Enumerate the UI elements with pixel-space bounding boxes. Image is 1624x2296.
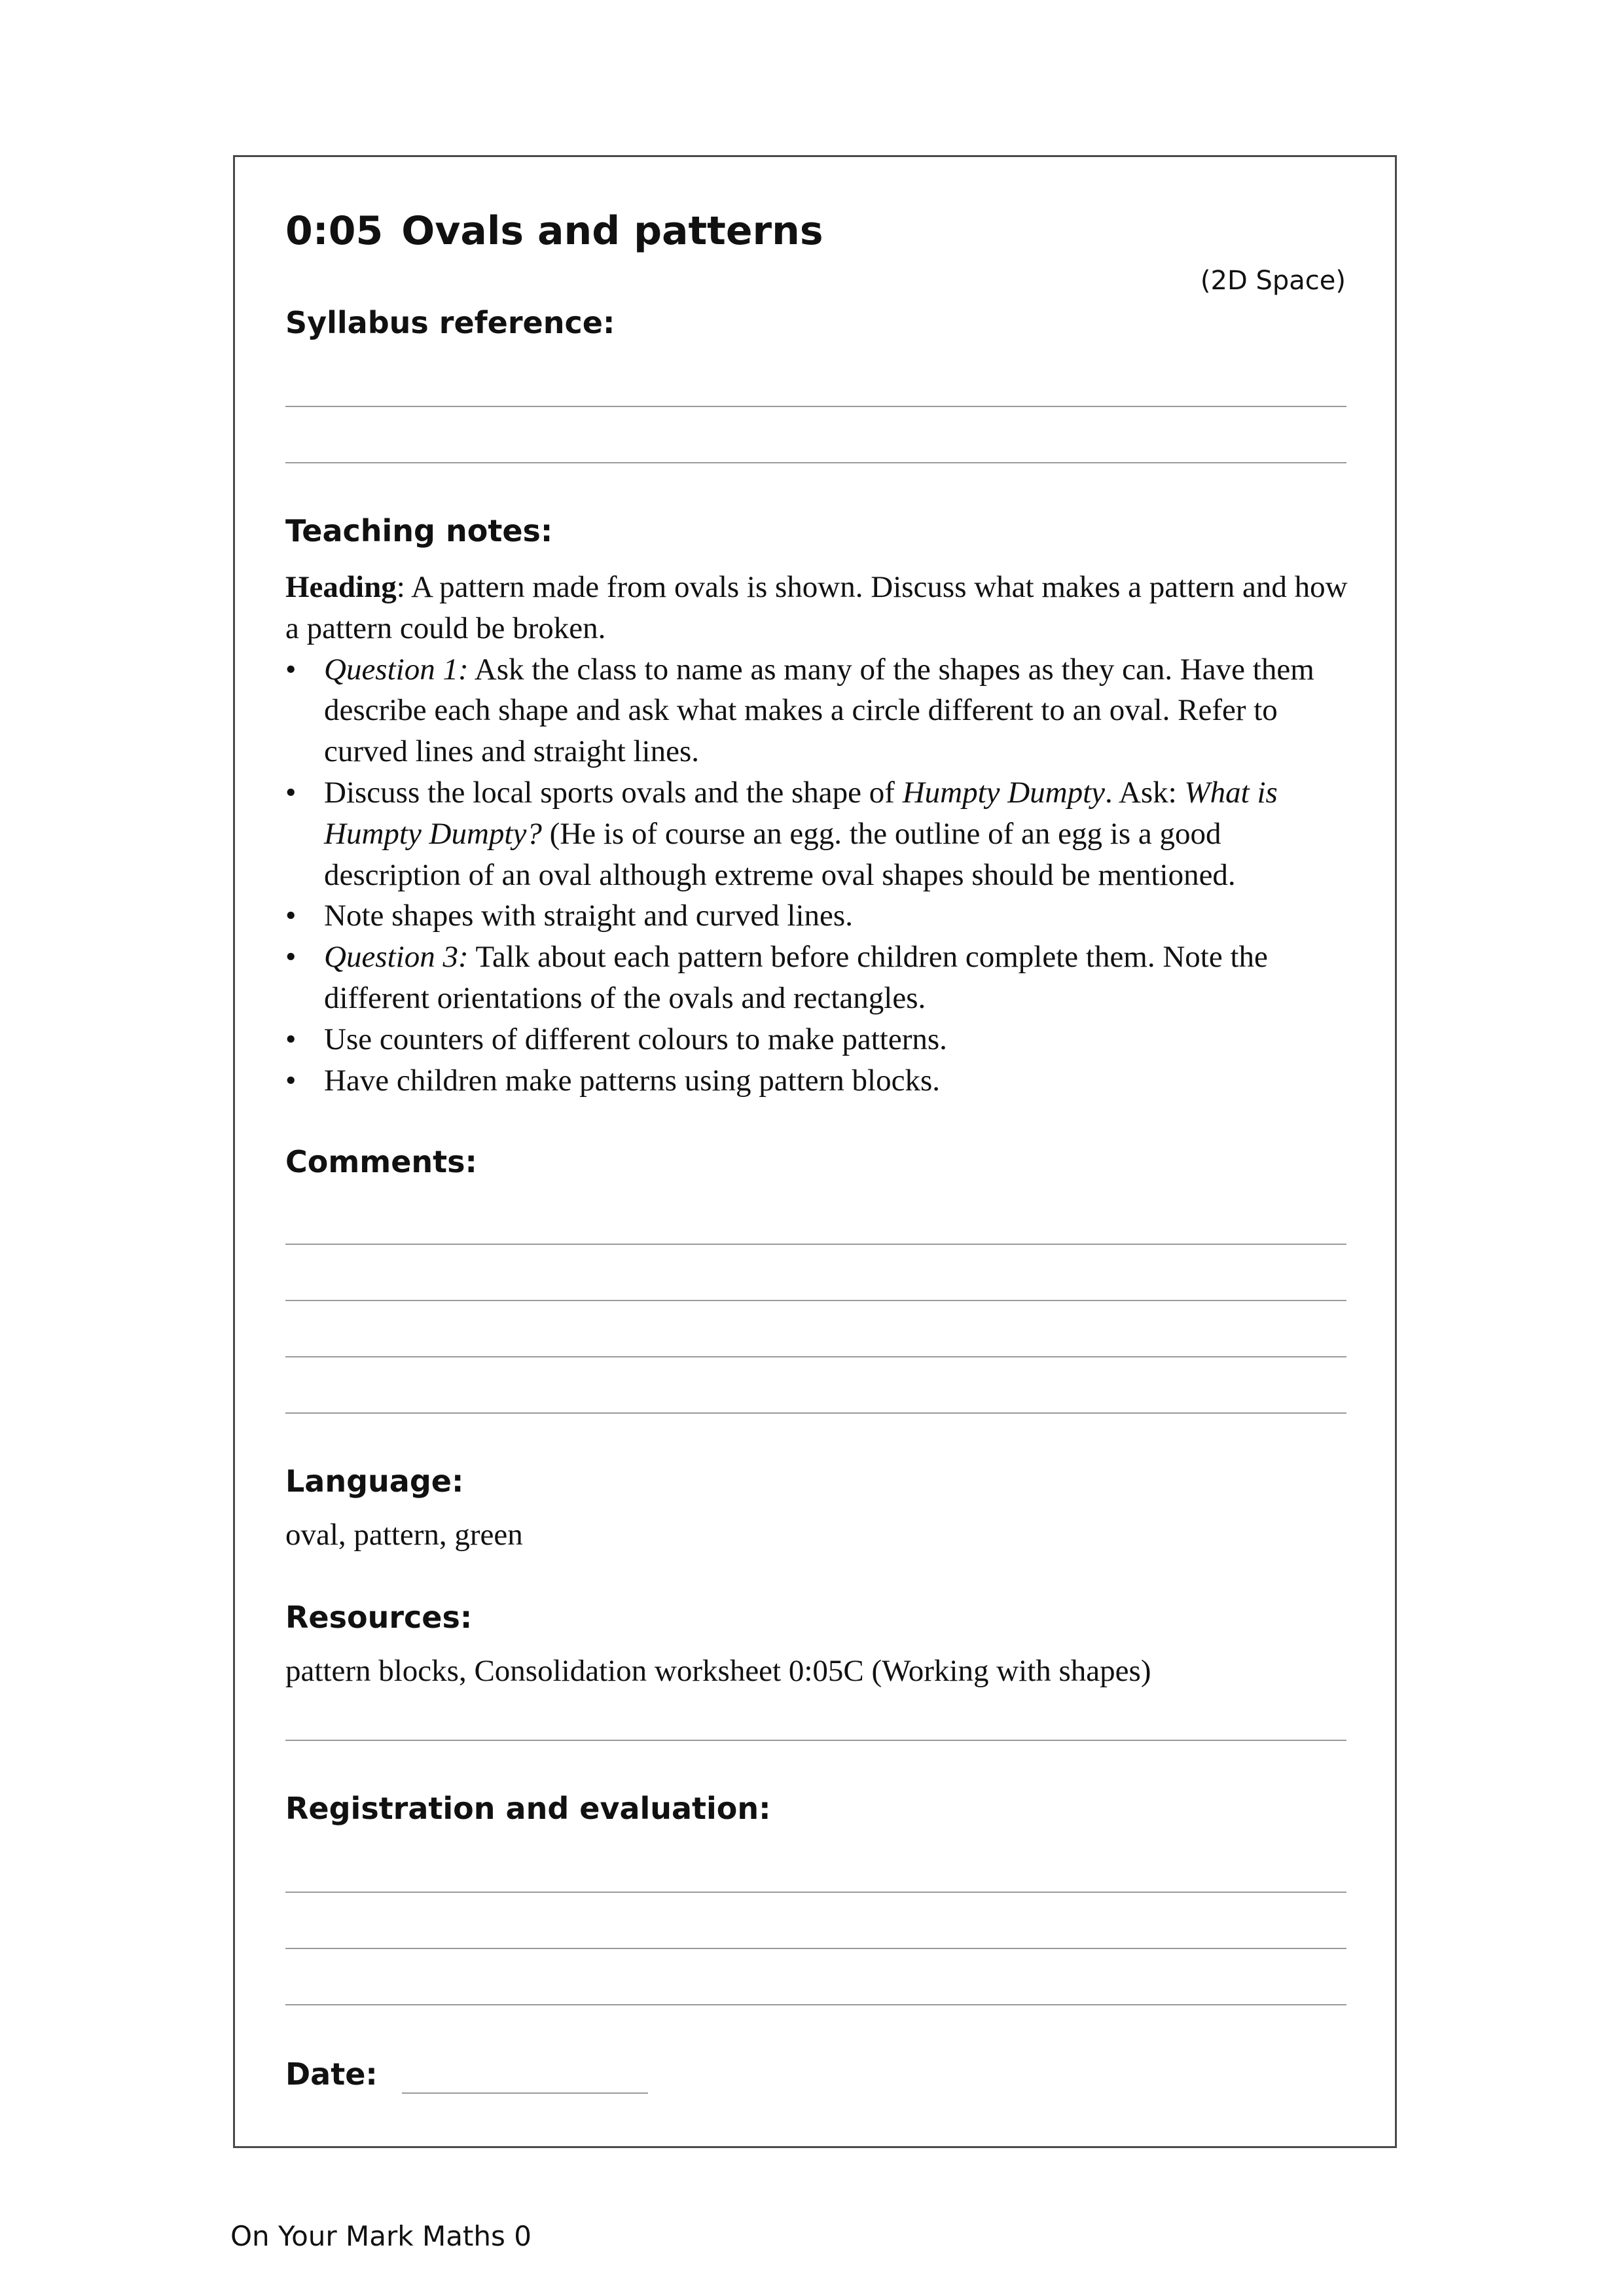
- question-label: Question 3:: [324, 940, 469, 975]
- list-item-text: (He is of course an egg. the outline of an egg is a good description of an oval although extreme oval shapes should be mentioned.: [324, 816, 1236, 892]
- comments-line-2: [285, 1300, 1346, 1301]
- resources-heading: Resources:: [285, 1600, 473, 1635]
- teaching-notes-body: [285, 567, 1359, 1101]
- footer: On Your Mark Maths 0: [230, 2220, 532, 2252]
- italic-term: Humpty Dumpty: [902, 775, 1106, 810]
- list-item-text: Have children make patterns using pattern blocks.: [324, 1063, 941, 1098]
- page-title: [285, 208, 823, 254]
- syllabus-heading: Syllabus reference:: [285, 305, 615, 340]
- language-text: oval, pattern, green: [285, 1518, 523, 1552]
- list-item: [285, 649, 1359, 772]
- list-item: [285, 1019, 1359, 1060]
- registration-line-3: [285, 2004, 1346, 2005]
- registration-heading: Registration and evaluation:: [285, 1791, 771, 1826]
- registration-line-2: [285, 1948, 1346, 1949]
- teaching-notes-list: [285, 649, 1359, 1102]
- list-item-text: Discuss the local sports ovals and the shape of: [324, 775, 903, 810]
- comments-line-1: [285, 1244, 1346, 1245]
- resources-line: [285, 1740, 1346, 1741]
- lesson-title: Ovals and patterns: [401, 208, 823, 254]
- list-item: [285, 937, 1359, 1019]
- lesson-number: 0:05: [285, 208, 384, 254]
- strand-label: (2D Space): [1200, 266, 1346, 296]
- teaching-notes-intro: [285, 567, 1359, 649]
- language-heading: Language:: [285, 1463, 464, 1499]
- list-item: [285, 772, 1359, 895]
- question-label: Question 1:: [324, 652, 469, 687]
- intro-label: Heading: [285, 570, 397, 604]
- resources-text: pattern blocks, Consolidation worksheet 0:05C (Working with shapes): [285, 1654, 1151, 1688]
- list-item-text: Talk about each pattern before children complete them. Note the different orientations of the ovals and rectangles.: [324, 940, 1268, 1015]
- italic-question: What is Humpty Dumpty?: [324, 775, 1278, 851]
- teaching-notes-heading: Teaching notes:: [285, 513, 553, 548]
- syllabus-line-2: [285, 462, 1346, 463]
- intro-text: : A pattern made from ovals is shown. Discuss what makes a pattern and how a pattern could be broken.: [285, 570, 1348, 645]
- date-label: Date:: [285, 2056, 378, 2092]
- registration-line-1: [285, 1892, 1346, 1893]
- date-line: [402, 2092, 648, 2094]
- comments-line-3: [285, 1356, 1346, 1357]
- comments-heading: Comments:: [285, 1144, 477, 1179]
- list-item-text: Ask the class to name as many of the shapes as they can. Have them describe each shape and ask what makes a circle different to an oval. Refer to curved lines and straight lines.: [324, 652, 1314, 769]
- list-item-text: Note shapes with straight and curved lines.: [324, 899, 853, 933]
- syllabus-line-1: [285, 406, 1346, 407]
- comments-line-4: [285, 1412, 1346, 1414]
- list-item: [285, 1060, 1359, 1102]
- list-item: [285, 895, 1359, 937]
- list-item-text: Use counters of different colours to make patterns.: [324, 1022, 947, 1056]
- list-item-text: . Ask:: [1105, 775, 1185, 810]
